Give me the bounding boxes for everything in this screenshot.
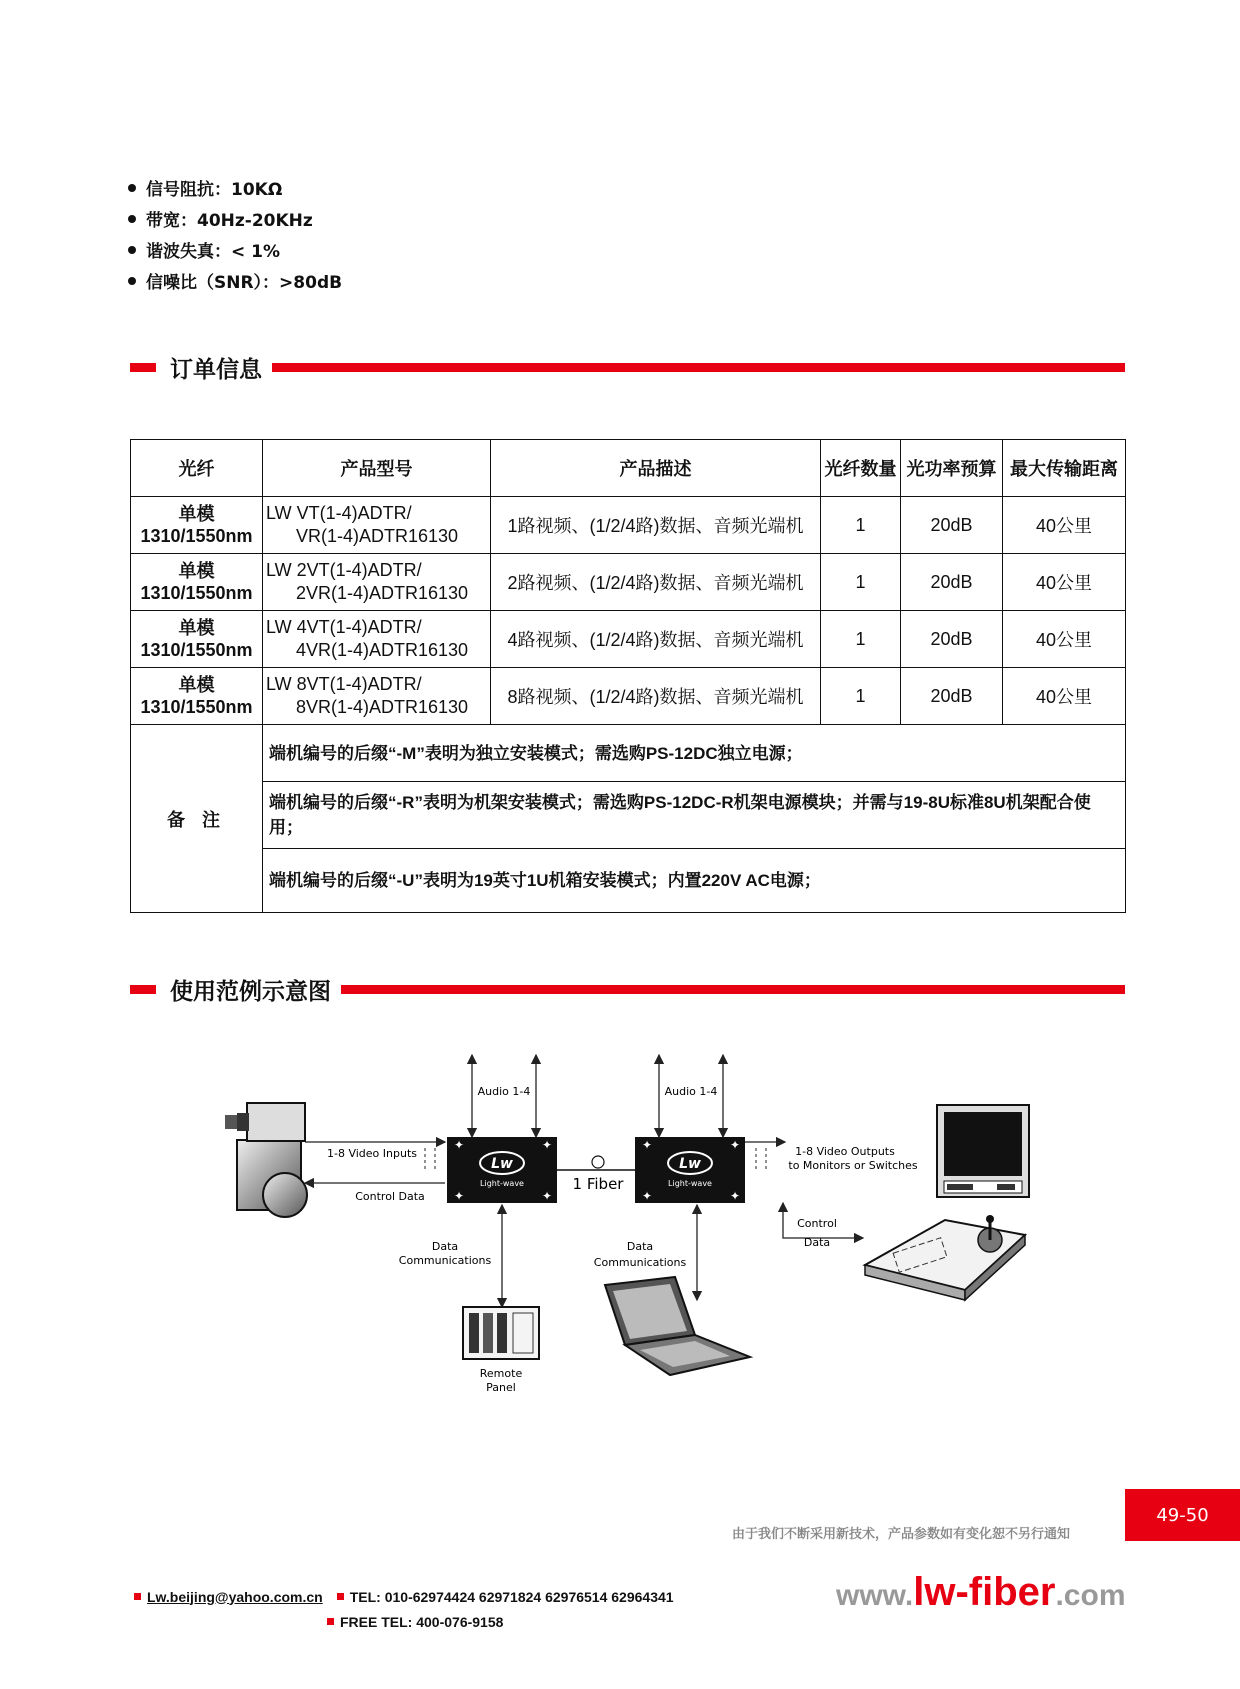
svg-text:✦: ✦ [454,1138,465,1152]
svg-text:Light-wave: Light-wave [668,1179,712,1188]
svg-text:✦: ✦ [542,1138,553,1152]
monitor-icon [937,1105,1029,1197]
spec-item: 信噪比（SNR）：>80dB [128,265,342,296]
laptop-icon [605,1277,750,1375]
svg-text:✦: ✦ [642,1189,653,1203]
cell-fiber: 单模 1310/1550nm [131,668,263,725]
cell-fiber: 单模 1310/1550nm [131,554,263,611]
svg-text:✦: ✦ [730,1189,741,1203]
cell-model: LW 8VT(1-4)ADTR/ 8VR(1-4)ADTR16130 [263,668,491,725]
bullet-icon [128,184,136,192]
ptz-camera-icon [225,1103,307,1217]
contact-line [134,1609,674,1634]
control-data-label-left: Control Data [355,1190,425,1203]
cell-desc: 2路视频、(1/2/4路)数据、音频光端机 [491,554,821,611]
spec-item: 带宽：40Hz-20KHz [128,203,342,234]
table-row [131,668,1126,725]
video-outputs-sublabel: to Monitors or Switches [788,1159,918,1172]
cell-distance: 40公里 [1003,554,1126,611]
remote-panel-icon [463,1307,539,1359]
table-row [131,611,1126,668]
spec-list [128,172,342,296]
bullet-square-icon [327,1618,334,1625]
svg-text:✦: ✦ [454,1189,465,1203]
control-label-right: Control [797,1217,837,1230]
header-qty: 光纤数量 [821,440,901,497]
heading-accent [130,363,156,372]
remote-sublabel: Panel [486,1381,516,1394]
tel-text: TEL: 010-62974424 62971824 62976514 62964341 [349,1588,674,1605]
notes-label: 备 注 [131,725,263,913]
audio-label-left: Audio 1-4 [477,1085,531,1098]
page-number: 49-50 [1125,1489,1240,1541]
note-row [131,725,1126,782]
note-row [131,849,1126,913]
cell-distance: 40公里 [1003,611,1126,668]
header-model: 产品型号 [263,440,491,497]
note-row [131,782,1126,849]
audio-label-right: Audio 1-4 [664,1085,718,1098]
cell-distance: 40公里 [1003,497,1126,554]
cell-budget: 20dB [901,554,1003,611]
cell-budget: 20dB [901,497,1003,554]
cell-qty: 1 [821,668,901,725]
data-comm-sublabel-right: Communications [593,1256,687,1269]
cell-fiber: 单模 1310/1550nm [131,611,263,668]
free-tel-text: FREE TEL: 400-076-9158 [340,1613,504,1630]
email-link[interactable]: Lw.beijing@yahoo.com.cn [147,1588,323,1605]
cell-fiber: 单模 1310/1550nm [131,497,263,554]
transmitter-unit [447,1137,557,1203]
cell-model: LW VT(1-4)ADTR/ VR(1-4)ADTR16130 [263,497,491,554]
cell-qty: 1 [821,497,901,554]
contact-block [134,1584,674,1634]
header-desc: 产品描述 [491,440,821,497]
website-link[interactable] [836,1570,1126,1615]
table-row [131,497,1126,554]
data-comm-label-right: Data [626,1240,654,1253]
video-inputs-label: 1-8 Video Inputs [327,1147,417,1160]
svg-text:Lw: Lw [491,1156,513,1172]
cell-model: LW 4VT(1-4)ADTR/ 4VR(1-4)ADTR16130 [263,611,491,668]
website-prefix: www. [836,1579,914,1612]
data-comm-label-left: Data [431,1240,459,1253]
cell-desc: 8路视频、(1/2/4路)数据、音频光端机 [491,668,821,725]
table-row [131,554,1126,611]
svg-text:✦: ✦ [542,1189,553,1203]
cell-desc: 1路视频、(1/2/4路)数据、音频光端机 [491,497,821,554]
note-text: 端机编号的后缀“-M”表明为独立安装模式；需选购PS-12DC独立电源； [263,725,1126,782]
bullet-square-icon [134,1593,141,1600]
cell-distance: 40公里 [1003,668,1126,725]
order-table [130,439,1126,913]
cell-budget: 20dB [901,668,1003,725]
remote-label: Remote [479,1367,523,1380]
note-text: 端机编号的后缀“-U”表明为19英寸1U机箱安装模式；内置220V AC电源； [263,849,1126,913]
bullet-icon [128,246,136,254]
usage-diagram [225,1045,1045,1415]
fiber-label: 1 Fiber [572,1175,624,1193]
bullet-icon [128,277,136,285]
contact-line [134,1584,674,1609]
cell-budget: 20dB [901,611,1003,668]
cell-qty: 1 [821,611,901,668]
header-budget: 光功率预算 [901,440,1003,497]
section-order-heading [130,350,1125,384]
spec-item: 谐波失真：< 1% [128,234,342,265]
svg-text:Lw: Lw [679,1156,701,1172]
receiver-unit [635,1137,745,1203]
svg-text:✦: ✦ [730,1138,741,1152]
disclaimer-text: 由于我们不断采用新技术，产品参数如有变化恕不另行通知 [732,1527,1071,1542]
cell-qty: 1 [821,554,901,611]
svg-text:Light-wave: Light-wave [480,1179,524,1188]
video-outputs-label: 1-8 Video Outputs [795,1145,895,1158]
bullet-square-icon [337,1593,344,1600]
note-text: 端机编号的后缀“-R”表明为机架安装模式；需选购PS-12DC-R机架电源模块；并需与19-8U标准8U机架配合使用； [263,782,1126,849]
bullet-icon [128,215,136,223]
heading-rule [341,985,1125,994]
data-label-right: Data [803,1236,831,1249]
website-main: lw-fiber [913,1570,1056,1614]
cell-model: LW 2VT(1-4)ADTR/ 2VR(1-4)ADTR16130 [263,554,491,611]
svg-text:✦: ✦ [642,1138,653,1152]
data-comm-sublabel-left: Communications [398,1254,492,1267]
heading-accent [130,985,156,994]
fiber-coil-icon [592,1156,604,1168]
spec-item: 信号阻抗：10KΩ [128,172,342,203]
header-fiber: 光纤 [131,440,263,497]
website-suffix: .com [1055,1579,1126,1612]
section-example-heading [130,972,1125,1006]
header-distance: 最大传输距离 [1003,440,1126,497]
heading-rule [272,363,1125,372]
section-title: 使用范例示意图 [170,978,331,1005]
table-header-row [131,440,1126,497]
control-keyboard-icon [865,1215,1025,1300]
section-title: 订单信息 [170,356,262,383]
cell-desc: 4路视频、(1/2/4路)数据、音频光端机 [491,611,821,668]
